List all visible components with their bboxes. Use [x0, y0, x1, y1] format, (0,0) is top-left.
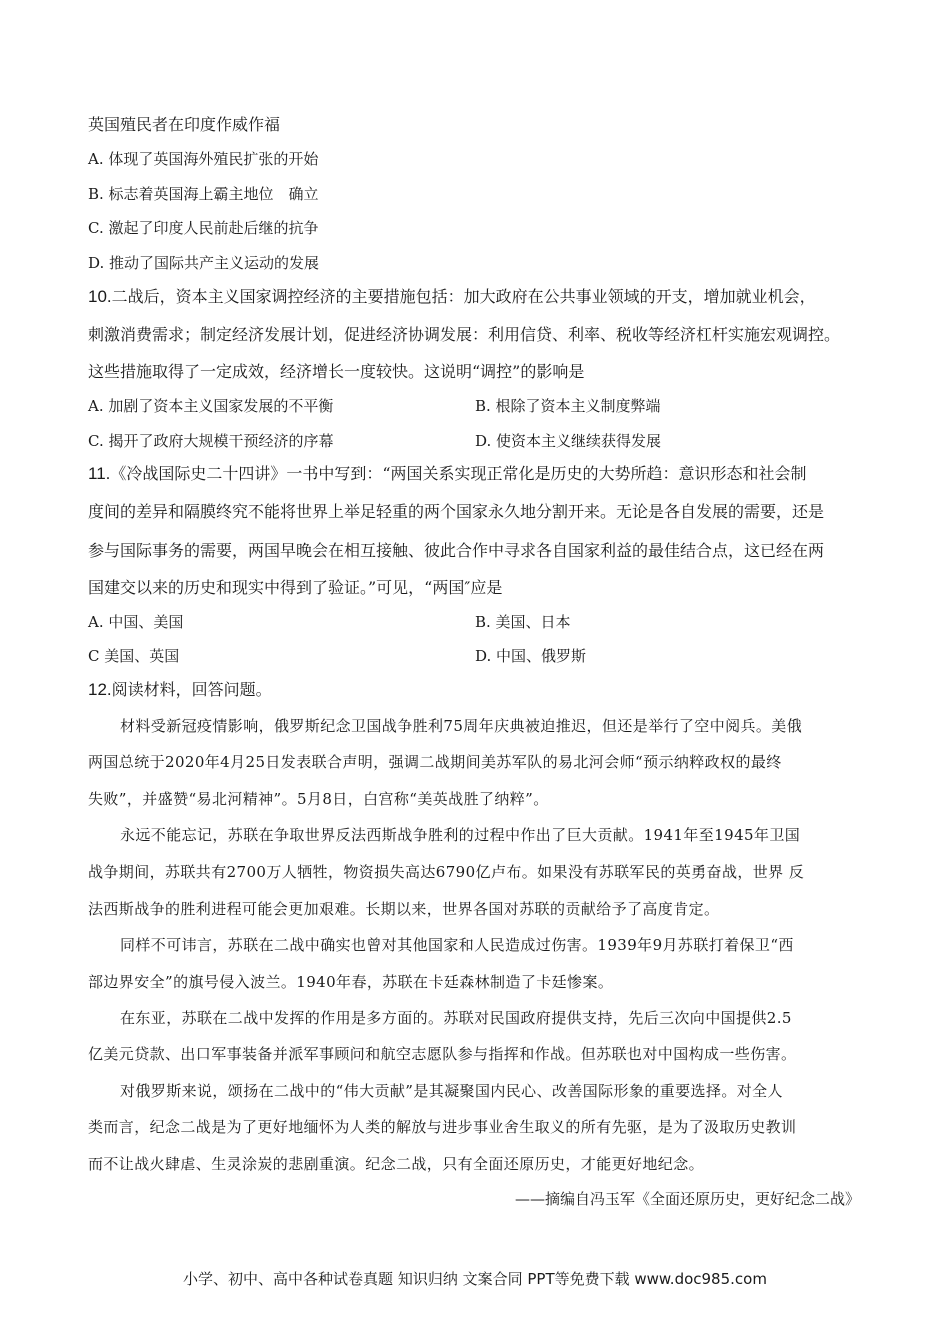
q11-line-1: 11.《冷战国际史二十四讲》一书中写到：“两国关系实现正常化是历史的大势所趋：意识形态和社会制: [88, 464, 807, 483]
q11-number: 11.: [88, 464, 111, 483]
material-para5-line2: 类而言，纪念二战是为了更好地缅怀为人类的解放与进步事业舍生取义的所有先驱，是为了汲取历史教训: [88, 1118, 797, 1136]
q12-stem: 12.阅读材料，回答问题。: [88, 680, 272, 699]
q10-line-2: 刺激消费需求；制定经济发展计划，促进经济协调发展：利用信贷、利率、税收等经济杠杆实施宏观调控。: [88, 325, 841, 344]
q10-line-1: 10.二战后，资本主义国家调控经济的主要措施包括：加大政府在公共事业领域的开支，增加就业机会，: [88, 287, 816, 306]
q9-option-c: C. 激起了印度人民前赴后继的抗争: [88, 219, 319, 237]
material-para3-line2: 部边界安全”的旗号侵入波兰。1940年春，苏联在卡廷森林制造了卡廷惨案。: [88, 973, 614, 991]
q10-number: 10.: [88, 287, 112, 306]
footer-banner: 小学、初中、高中各种试卷真题 知识归纳 文案合同 PPT等免费下载 www.doc985.com: [183, 1270, 767, 1288]
q9-option-a: A. 体现了英国海外殖民扩张的开始: [88, 150, 319, 168]
q10-option-c: C. 揭开了政府大规模干预经济的序幕: [88, 432, 334, 450]
material-para2-line3: 法西斯战争的胜利进程可能会更加艰难。长期以来，世界各国对苏联的贡献给予了高度肯定。: [88, 900, 720, 918]
material-para2-line1: 永远不能忘记，苏联在争取世界反法西斯战争胜利的过程中作出了巨大贡献。1941年至1945年卫国: [120, 826, 801, 844]
material-source: ——摘编自冯玉军《全面还原历史，更好纪念二战》: [514, 1190, 860, 1208]
q9-option-b: B. 标志着英国海上霸主地位 确立: [88, 185, 319, 203]
material-para5-line1: 对俄罗斯来说，颂扬在二战中的“伟大贡献”是其凝聚国内民心、改善国际形象的重要选择。对全人: [120, 1082, 783, 1100]
q11-line-4: 国建交以来的历史和现实中得到了验证。”可见，“两国″应是: [88, 578, 503, 597]
material-para1-line1: 材料受新冠疫情影响，俄罗斯纪念卫国战争胜利75周年庆典被迫推迟，但还是举行了空中阅兵。美俄: [120, 717, 803, 735]
q11-option-c: C 美国、英国: [88, 647, 180, 665]
q11-option-b: B. 美国、日本: [475, 613, 571, 631]
q9-stem-tail: 英国殖民者在印度作威作福: [88, 115, 281, 134]
material-para1-line3: 失败”，并盛赞“易北河精神”。5月8日，白宫称“美英战胜了纳粹”。: [88, 790, 549, 808]
material-para5-line3: 而不让战火肆虐、生灵涂炭的悲剧重演。纪念二战，只有全面还原历史，才能更好地纪念。: [88, 1155, 705, 1173]
material-para4-line2: 亿美元贷款、出口军事装备并派军事顾问和航空志愿队参与指挥和作战。但苏联也对中国构成一些伤害。: [88, 1045, 797, 1063]
q11-line-2: 度间的差异和隔膜终究不能将世界上举足轻重的两个国家永久地分割开来。无论是各自发展的需要，还是: [88, 502, 825, 521]
material-para2-line2: 战争期间，苏联共有2700万人牺牲，物资损失高达6790亿卢布。如果没有苏联军民的英勇奋战，世界 反: [88, 863, 805, 881]
q11-line-3: 参与国际事务的需要，两国早晚会在相互接触、彼此合作中寻求各自国家利益的最佳结合点，这已经在两: [88, 541, 825, 560]
q10-line-3: 这些措施取得了一定成效，经济增长一度较快。这说明“调控”的影响是: [88, 362, 585, 381]
material-para3-line1: 同样不可讳言，苏联在二战中确实也曾对其他国家和人民造成过伤害。1939年9月苏联打着保卫“西: [120, 936, 794, 954]
q10-option-b: B. 根除了资本主义制度弊端: [475, 397, 661, 415]
material-para1-line2: 两国总统于2020年4月25日发表联合声明，强调二战期间美苏军队的易北河会师“预示纳粹政权的最终: [88, 753, 782, 771]
material-para4-line1: 在东亚，苏联在二战中发挥的作用是多方面的。苏联对民国政府提供支持，先后三次向中国提供2.5: [120, 1009, 792, 1027]
q12-number: 12.: [88, 680, 112, 699]
q11-option-a: A. 中国、美国: [88, 613, 184, 631]
q9-option-d: D. 推动了国际共产主义运动的发展: [88, 254, 320, 272]
q11-option-d: D. 中国、俄罗斯: [475, 647, 587, 665]
q10-option-d: D. 使资本主义继续获得发展: [475, 432, 662, 450]
q10-option-a: A. 加剧了资本主义国家发展的不平衡: [88, 397, 334, 415]
